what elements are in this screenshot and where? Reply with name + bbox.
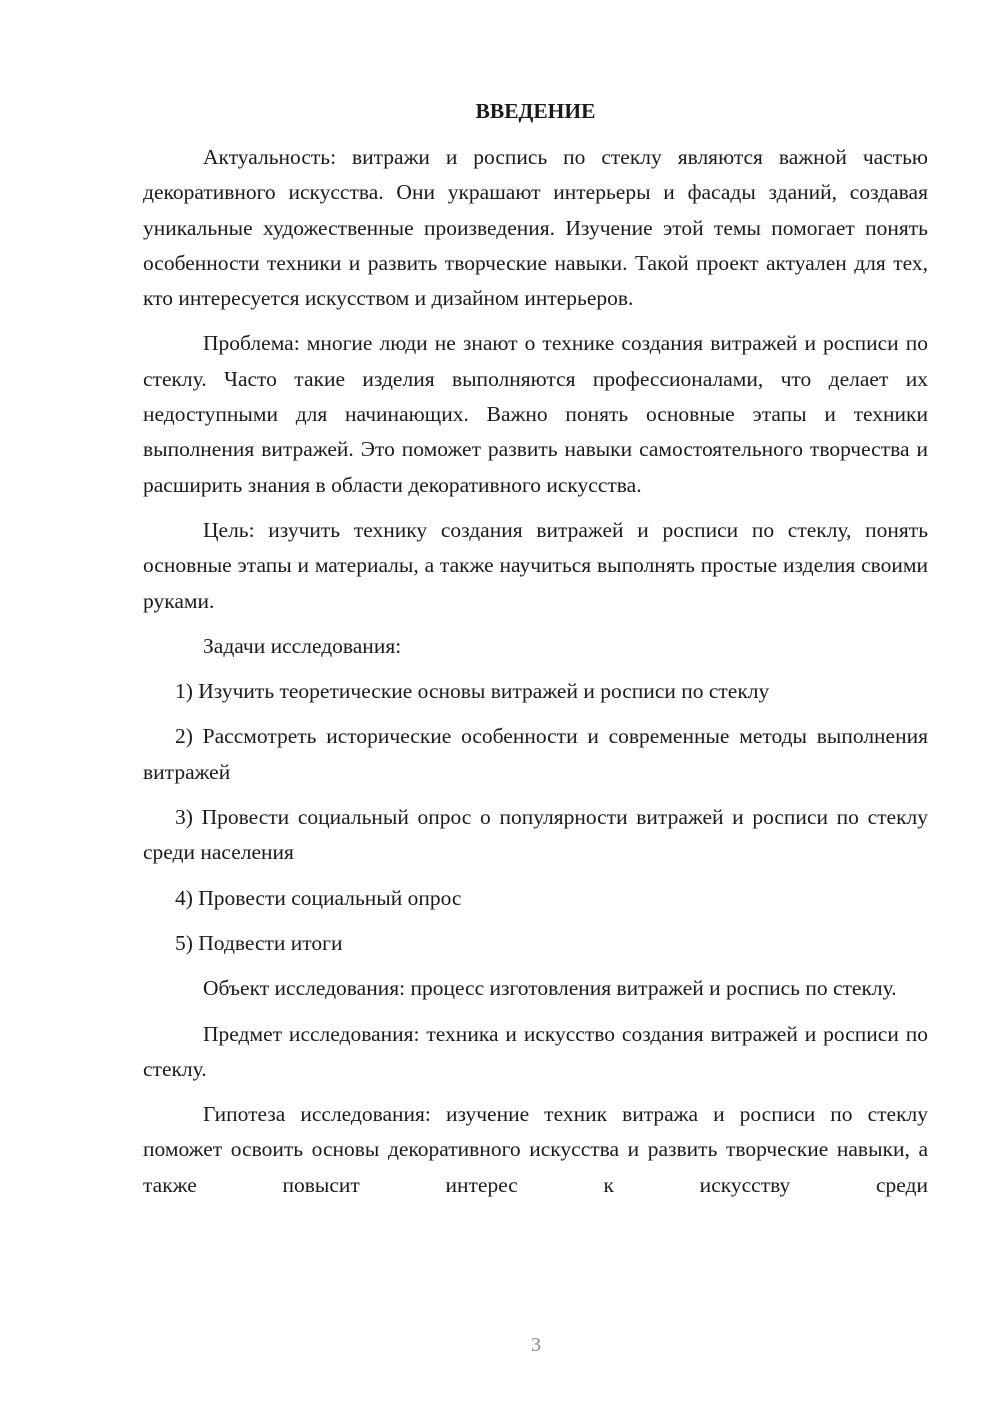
relevance-paragraph: Актуальность: витражи и роспись по стеклу являются важной частью декоративного искусства. Они украшают интерьеры и фасады зданий, создавая уникальные художественные произведения. Изучение этой темы помогает понять особенности техники и развить творческие навыки. Такой проект актуален для тех, кто интересуется искусством и дизайном интерьеров. <box>143 145 928 311</box>
subject-paragraph: Предмет исследования: техника и искусство создания витражей и росписи по стеклу. <box>143 1021 928 1081</box>
tasks-heading: Задачи исследования: <box>203 633 402 658</box>
object-paragraph: Объект исследования: процесс изготовления витражей и роспись по стеклу. <box>203 976 897 1001</box>
hypothesis-paragraph: Гипотеза исследования: изучение техник витража и росписи по стеклу поможет освоить основы декоративного искусства и развить творческие навыки, а также повысит интерес к искусству среди <box>143 1102 928 1197</box>
task-item: 1) Изучить теоретические основы витражей и росписи по стеклу <box>175 679 770 704</box>
task-item: 3) Провести социальный опрос о популярности витражей и росписи по стеклу среди населения <box>143 805 928 865</box>
page-number: 3 <box>531 1334 541 1356</box>
task-item: 2) Рассмотреть исторические особенности и современные методы выполнения витражей <box>143 724 928 784</box>
problem-paragraph: Проблема: многие люди не знают о технике создания витражей и росписи по стеклу. Часто такие изделия выполняются профессионалами, что делает их недоступными для начинающих. Важно понять основные этапы и техники выполнения витражей. Это поможет развить навыки самостоятельного творчества и расширить знания в области декоративного искусства. <box>143 331 928 497</box>
task-item: 5) Подвести итоги <box>175 930 343 955</box>
document-page <box>143 96 928 1213</box>
page-title: ВВЕДЕНИЕ <box>475 99 596 123</box>
goal-paragraph: Цель: изучить технику создания витражей и росписи по стеклу, понять основные этапы и материалы, а также научиться выполнять простые изделия своими руками. <box>143 517 928 613</box>
task-item: 4) Провести социальный опрос <box>175 885 462 910</box>
